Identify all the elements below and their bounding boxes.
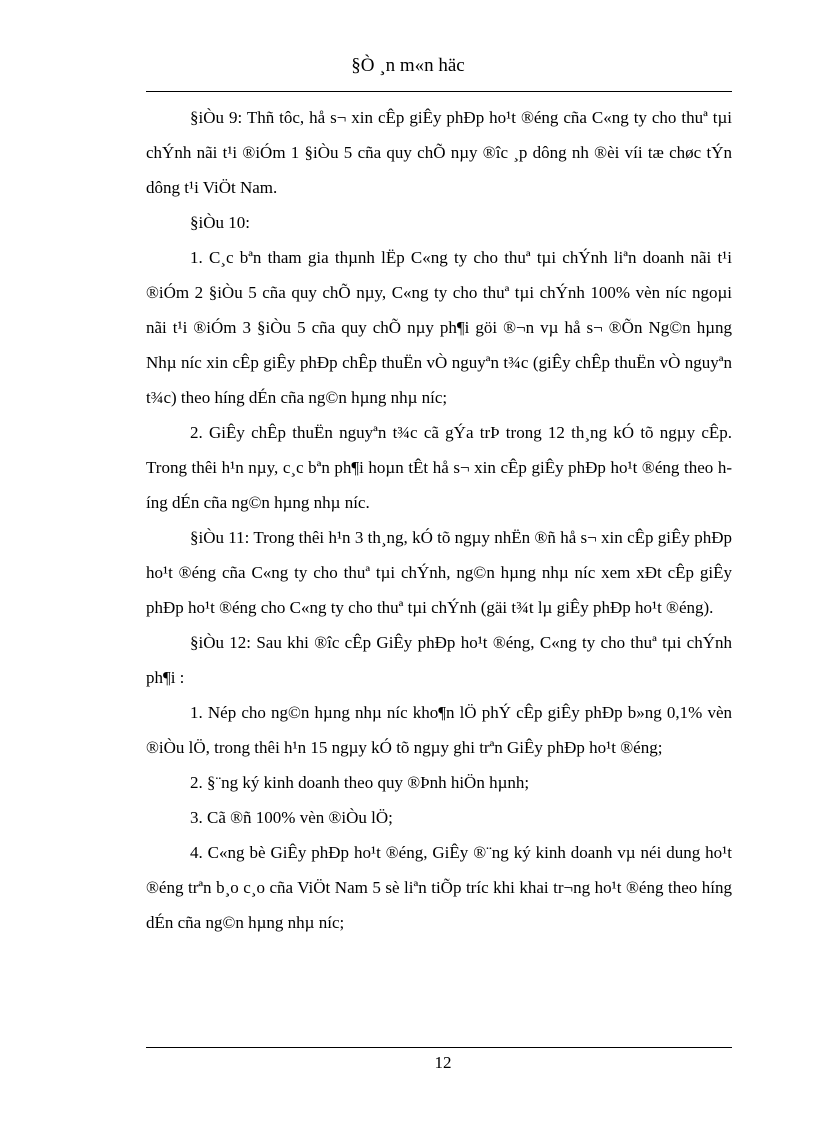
page-number: 12	[434, 1053, 452, 1072]
article-12-clause-2: 2. §¨ng ký kinh doanh theo quy ®Þnh hiÖn hµnh;	[190, 773, 530, 792]
article-10-heading: §iÒu 10:	[190, 213, 250, 232]
article-12-clause-4: 4. C«ng bè GiÊy phÐp ho¹t ®éng, GiÊy ®¨ng ký kinh doanh vµ néi dung ho¹t ®éng trªn b¸o c¸o cña ViÖt Nam 5 sè liªn tiÕp tríc khi khai tr¬ng ho¹t ®éng theo híng dÉn cña ng©n hµng nhµ níc;	[146, 843, 732, 932]
header-divider	[146, 91, 732, 92]
document-body	[146, 100, 732, 940]
footer-divider	[146, 1047, 732, 1048]
page-header-title: §Ò ¸n m«n häc	[351, 55, 465, 76]
article-12-clause-3: 3. Cã ®ñ 100% vèn ®iÒu lÖ;	[190, 808, 393, 827]
article-9-paragraph: §iÒu 9: Thñ tôc, hå s¬ xin cÊp giÊy phÐp ho¹t ®éng cña C«ng ty cho thuª tµi chÝnh nãi t¹i ®iÓm 1 §iÒu 5 cña quy chÕ nµy ®îc ¸p dông nh ®èi víi tæ chøc tÝn dông t¹i ViÖt Nam.	[146, 108, 732, 197]
article-10-clause-1: 1. C¸c bªn tham gia thµnh lËp C«ng ty cho thuª tµi chÝnh liªn doanh nãi t¹i ®iÓm 2 §iÒu 5 cña quy chÕ nµy, C«ng ty cho thuª tµi chÝnh 100% vèn níc ngoµi nãi t¹i ®iÓm 3 §iÒu 5 cña quy chÕ nµy ph¶i göi ®¬n vµ hå s¬ ®Õn Ng©n hµng Nhµ níc xin cÊp giÊy phÐp chÊp thuËn vÒ nguyªn t¾c (giÊy chÊp thuËn vÒ nguyªn t¾c) theo híng dÉn cña ng©n hµng nhµ níc;	[146, 248, 732, 407]
article-10-clause-2: 2. GiÊy chÊp thuËn nguyªn t¾c cã gÝa trÞ trong 12 th¸ng kÓ tõ ngµy cÊp. Trong thêi h¹n nµy, c¸c bªn ph¶i hoµn tÊt hå s¬ xin cÊp giÊy phÐp ho¹t ®éng theo híng dÉn cña ng©n hµng nhµ níc.	[146, 423, 732, 512]
article-11-paragraph: §iÒu 11: Trong thêi h¹n 3 th¸ng, kÓ tõ ngµy nhËn ®ñ hå s¬ xin cÊp giÊy phÐp ho¹t ®éng cña C«ng ty cho thuª tµi chÝnh, ng©n hµng nhµ níc xem xÐt cÊp giÊy phÐp ho¹t ®éng cho C«ng ty cho thuª tµi chÝnh (gäi t¾t lµ giÊy phÐp ho¹t ®éng).	[146, 528, 732, 617]
article-12-clause-1: 1. Nép cho ng©n hµng nhµ níc kho¶n lÖ phÝ cÊp giÊy phÐp b»ng 0,1% vèn ®iÒu lÖ, trong thêi h¹n 15 ngµy kÓ tõ ngµy ghi trªn GiÊy phÐp ho¹t ®éng;	[146, 703, 732, 757]
article-12-paragraph: §iÒu 12: Sau khi ®îc cÊp GiÊy phÐp ho¹t ®éng, C«ng ty cho thuª tµi chÝnh ph¶i :	[146, 633, 732, 687]
